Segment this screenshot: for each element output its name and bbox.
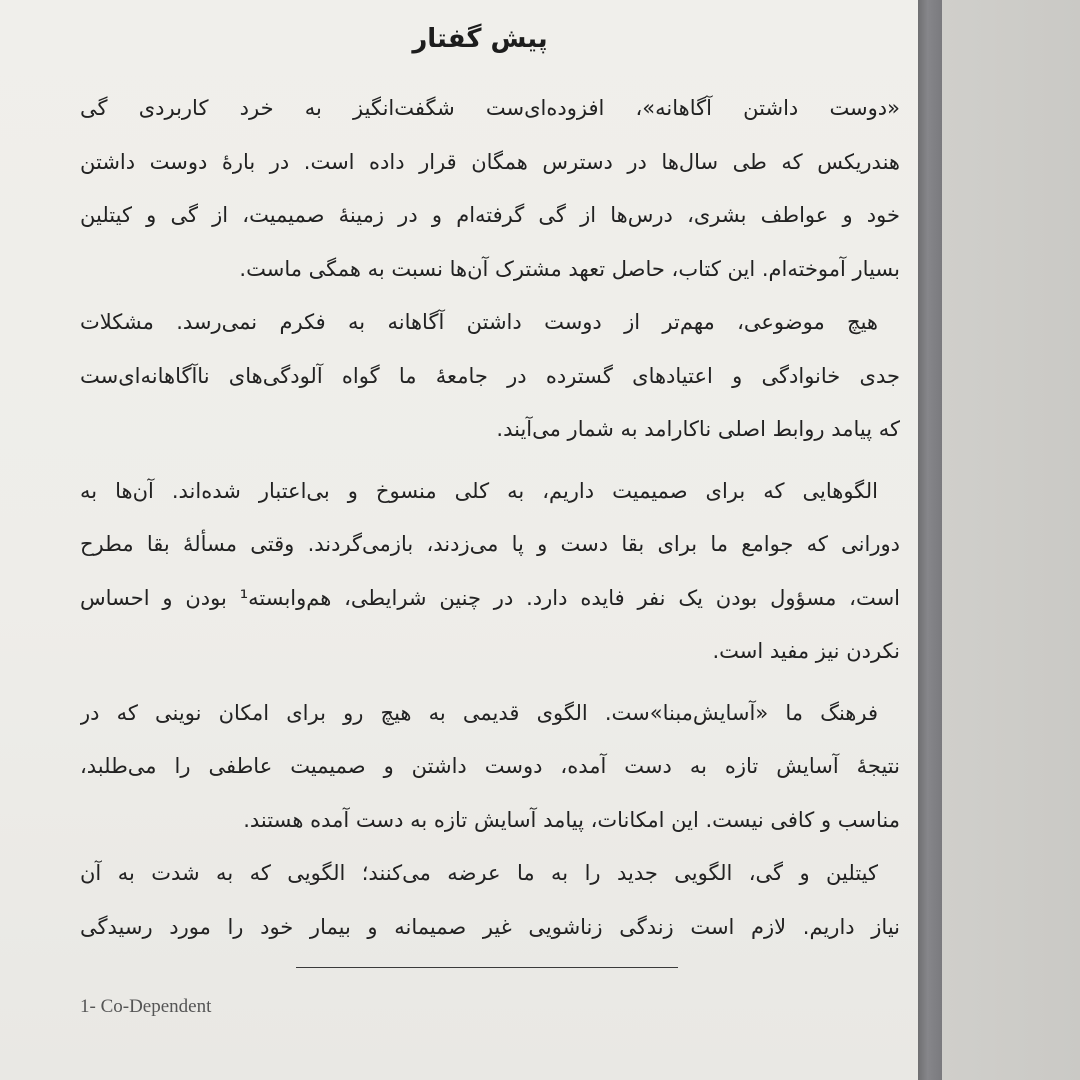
footnote: 1- Co-Dependent [80,996,212,1017]
footnote-divider [296,967,678,968]
background-surface [942,0,1080,1080]
page-edge-shadow [918,0,942,1080]
text-line: هندریکس که طی سال‌ها در دسترس همگان قرار داده است. در بارهٔ دوست داشتن [80,149,900,174]
text-line: است، مسؤول بودن یک نفر فایده دارد. در چنین شرایطی، هم‌وابسته¹ بودن و احساس [80,585,900,610]
body-text [80,82,900,954]
text-line: کیتلین و گی، الگویی جدید را به ما عرضه می‌کنند؛ الگویی که به شدت به آن [80,861,878,885]
text-line: نتیجهٔ آسایش تازه به دست آمده، دوست داشتن و صمیمیت عاطفی را می‌طلبد، [80,754,900,778]
text-line: «دوست داشتن آگاهانه»، افزوده‌ای‌ست شگفت‌انگیز به خرد کاربردی گی [80,96,900,120]
text-line: نیاز داریم. لازم است زندگی زناشویی غیر صمیمانه و بیمار خود را مورد رسیدگی [80,914,900,939]
text-line: که پیامد روابط اصلی ناکارامد به شمار می‌آیند. [496,417,900,441]
text-line: خود و عواطف بشری، درس‌ها از گی گرفته‌ام و در زمینهٔ صمیمیت، از گی و کیتلین [80,203,900,227]
page-title: پیش گفتار [412,24,548,54]
text-line: مناسب و کافی نیست. این امکانات، پیامد آسایش تازه به دست آمده هستند. [243,807,900,832]
text-line: دورانی که جوامع ما برای بقا دست و پا می‌زدند، بازمی‌گردند. وقتی مسألهٔ بقا مطرح [80,532,900,556]
text-line: فرهنگ ما «آسایش‌مبنا»ست. الگوی قدیمی به هیچ رو برای امکان نوینی که در [80,700,878,725]
text-line: جدی خانوادگی و اعتیادهای گسترده در جامعهٔ ما گواه آلودگی‌های ناآگاهانه‌ای‌ست [80,363,900,388]
text-line: هیچ موضوعی، مهم‌تر از دوست داشتن آگاهانه به فکرم نمی‌رسد. مشکلات [80,310,878,334]
text-line: بسیار آموخته‌ام. این کتاب، حاصل تعهد مشترک آن‌ها نسبت به همگی ماست. [239,256,900,281]
text-line: نکردن نیز مفید است. [712,639,900,663]
text-line: الگوهایی که برای صمیمیت داریم، به کلی منسوخ و بی‌اعتبار شده‌اند. آن‌ها به [80,478,878,503]
